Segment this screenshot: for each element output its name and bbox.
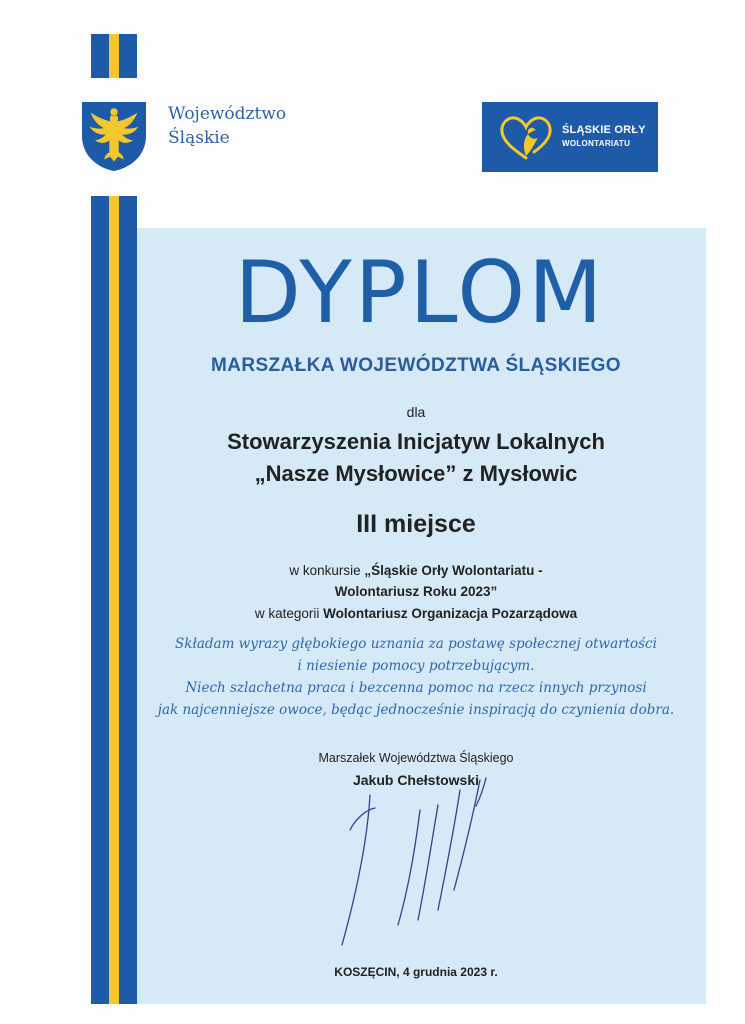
- dedication-quote: [140, 633, 692, 721]
- award-place: III miejsce: [356, 510, 476, 538]
- region-name: [168, 102, 286, 150]
- quote-line: jak najcenniejsze owoce, będąc jednocześnie inspiracją do czynienia dobra.: [157, 702, 675, 718]
- quote-line: Niech szlachetna praca i bezcenna pomoc na rzecz innych przynosi: [185, 680, 647, 696]
- region-name-line2: Śląskie: [168, 128, 230, 148]
- competition-info: [140, 560, 692, 602]
- for-label: dla: [406, 404, 426, 420]
- quote-line: i niesienie pomocy potrzebującym.: [297, 658, 535, 674]
- top-flag-stripe: [91, 34, 137, 78]
- category-info: [140, 606, 692, 621]
- handwritten-signature: [320, 770, 520, 950]
- region-name-line1: Województwo: [168, 104, 287, 124]
- competition-prefix: w konkursie: [289, 563, 361, 578]
- signatory-name: Jakub Chełstowski: [352, 772, 480, 788]
- category-name: Wolontariusz Organizacja Pozarządowa: [323, 606, 578, 621]
- diploma-title: DYPLOM: [234, 243, 606, 343]
- program-logo-line1: ŚLĄSKIE ORŁY: [562, 124, 646, 136]
- left-flag-stripe: [91, 196, 137, 1004]
- competition-name-line1: „Śląskie Orły Wolontariatu -: [364, 563, 543, 578]
- eagle-heart-logo-icon: [496, 110, 556, 164]
- silesian-eagle-crest-icon: [80, 100, 148, 172]
- recipient-line2: „Nasze Mysłowice” z Mysłowic: [254, 461, 578, 486]
- recipient-line1: Stowarzyszenia Inicjatyw Lokalnych: [227, 429, 605, 454]
- program-logo-line2: WOLONTARIATU: [562, 139, 631, 148]
- diploma-subtitle: MARSZAŁKA WOJEWÓDZTWA ŚLĄSKIEGO: [211, 355, 621, 376]
- quote-line: Składam wyrazy głębokiego uznania za postawę społecznej otwartości: [175, 636, 657, 652]
- competition-name-line2: Wolontariusz Roku 2023”: [334, 584, 498, 599]
- volunteering-program-badge: [482, 102, 658, 172]
- category-prefix: w kategorii: [254, 606, 320, 621]
- place-and-date: KOSZĘCIN, 4 grudnia 2023 r.: [334, 965, 498, 979]
- recipient-name: [140, 426, 692, 490]
- signatory-role: Marszałek Województwa Śląskiego: [318, 751, 514, 765]
